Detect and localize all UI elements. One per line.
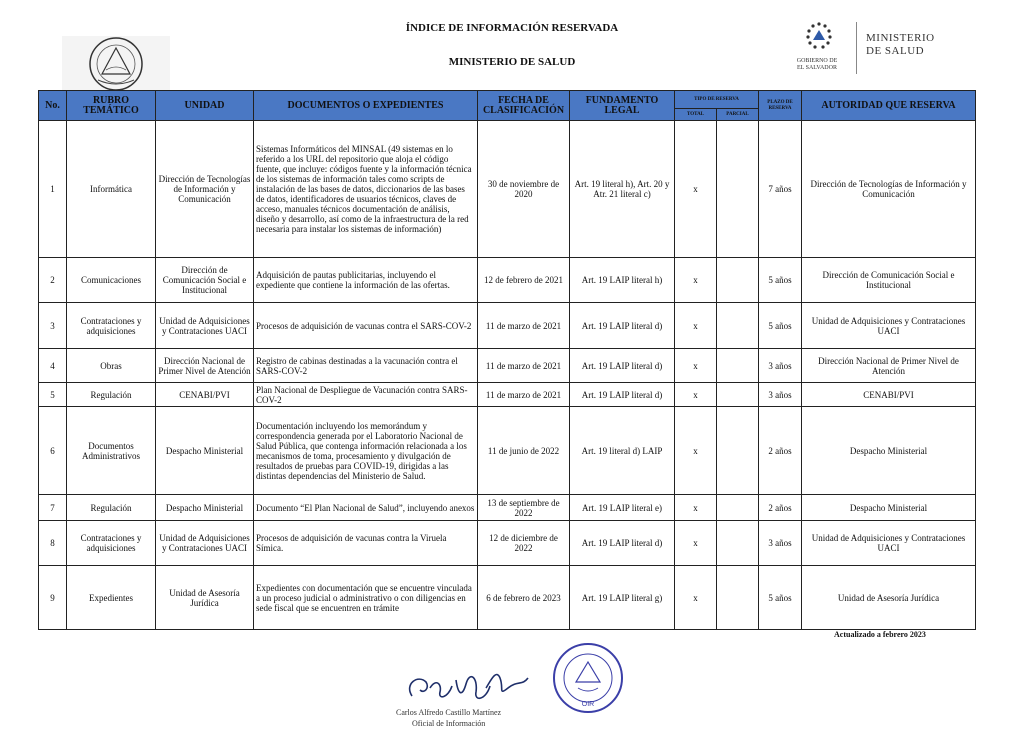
table-row: [39, 121, 976, 258]
cell-total: x: [675, 495, 717, 521]
cell-fecha: 11 de marzo de 2021: [478, 303, 570, 349]
cell-rubro: Comunicaciones: [67, 258, 156, 303]
table-row: [39, 383, 976, 407]
cell-rubro: Regulación: [67, 495, 156, 521]
cell-rubro: Contrataciones y adquisiciones: [67, 521, 156, 566]
cell-unidad: CENABI/PVI: [156, 383, 254, 407]
cell-parcial: [717, 407, 759, 495]
updated-note: Actualizado a febrero 2023: [834, 630, 926, 639]
cell-fundamento: Art. 19 LAIP literal d): [570, 383, 675, 407]
reserved-info-table: [38, 90, 976, 630]
cell-fecha: 12 de diciembre de 2022: [478, 521, 570, 566]
document-subtitle: MINISTERIO DE SALUD: [448, 56, 576, 68]
cell-rubro: Documentos Administrativos: [67, 407, 156, 495]
cell-no: 2: [39, 258, 67, 303]
cell-no: 7: [39, 495, 67, 521]
cell-total: x: [675, 383, 717, 407]
cell-autoridad: Despacho Ministerial: [802, 407, 976, 495]
cell-no: 8: [39, 521, 67, 566]
cell-parcial: [717, 566, 759, 630]
cell-fecha: 11 de marzo de 2021: [478, 383, 570, 407]
cell-autoridad: Unidad de Adquisiciones y Contrataciones UACI: [802, 521, 976, 566]
table-row: [39, 521, 976, 566]
ministry-line-2: DE SALUD: [866, 45, 925, 57]
cell-parcial: [717, 495, 759, 521]
official-stamp: [552, 642, 624, 714]
gov-line-2: EL SALVADOR: [797, 65, 837, 71]
cell-no: 3: [39, 303, 67, 349]
cell-plazo: 3 años: [759, 349, 802, 383]
cell-no: 4: [39, 349, 67, 383]
cell-fundamento: Art. 19 LAIP literal d): [570, 303, 675, 349]
header-documentos: DOCUMENTOS O EXPEDIENTES: [254, 91, 478, 121]
cell-autoridad: Despacho Ministerial: [802, 495, 976, 521]
table-row: [39, 258, 976, 303]
header-no: No.: [39, 91, 67, 121]
cell-unidad: Despacho Ministerial: [156, 495, 254, 521]
cell-fundamento: Art. 19 LAIP literal e): [570, 495, 675, 521]
cell-fundamento: Art. 19 literal d) LAIP: [570, 407, 675, 495]
cell-documento: Adquisición de pautas publicitarias, incluyendo el expediente que contiene la información de las ofertas.: [254, 258, 478, 303]
signer-name: Carlos Alfredo Castillo Martínez: [396, 708, 502, 717]
cell-documento: Plan Nacional de Despliegue de Vacunación contra SARS-COV-2: [254, 383, 478, 407]
cell-parcial: [717, 303, 759, 349]
cell-autoridad: Dirección de Tecnologías de Información y Comunicación: [802, 121, 976, 258]
cell-rubro: Regulación: [67, 383, 156, 407]
header-rubro: RUBRO TEMÁTICO: [67, 91, 156, 121]
table-row: [39, 407, 976, 495]
cell-parcial: [717, 121, 759, 258]
cell-total: x: [675, 258, 717, 303]
cell-plazo: 5 años: [759, 566, 802, 630]
ministry-logo: [786, 18, 976, 76]
header-parcial: PARCIAL: [717, 109, 759, 121]
cell-no: 6: [39, 407, 67, 495]
cell-fundamento: Art. 19 literal h), Art. 20 y Atr. 21 literal c): [570, 121, 675, 258]
cell-documento: Expedientes con documentación que se encuentre vinculada a un proceso judicial o administrativo o con diligencias en sede fiscal que se encuentren en trámite: [254, 566, 478, 630]
header-fecha: FECHA DE CLASIFICACIÓN: [478, 91, 570, 121]
cell-unidad: Unidad de Adquisiciones y Contrataciones UACI: [156, 521, 254, 566]
government-seal-icon: [786, 18, 852, 58]
cell-autoridad: Unidad de Adquisiciones y Contrataciones UACI: [802, 303, 976, 349]
cell-total: x: [675, 521, 717, 566]
cell-unidad: Dirección de Comunicación Social e Institucional: [156, 258, 254, 303]
cell-parcial: [717, 258, 759, 303]
header-total: TOTAL: [675, 109, 717, 121]
header-fundamento: FUNDAMENTO LEGAL: [570, 91, 675, 121]
cell-no: 1: [39, 121, 67, 258]
cell-unidad: Dirección de Tecnologías de Información y Comunicación: [156, 121, 254, 258]
cell-total: x: [675, 566, 717, 630]
table-row: [39, 349, 976, 383]
header-tipo: TIPO DE RESERVA: [675, 91, 759, 109]
table-row: [39, 566, 976, 630]
cell-fundamento: Art. 19 LAIP literal d): [570, 521, 675, 566]
cell-rubro: Contrataciones y adquisiciones: [67, 303, 156, 349]
cell-documento: Documentación incluyendo los memorándum y correspondencia generada por el Laboratorio Nacional de Salud Pública, que contenga información relacionada a los mecanismos de toma, procesamiento y divulgación de resultados de pruebas para COVID-19, dirigidas a las distintas dependencias del Ministerio de Salud.: [254, 407, 478, 495]
el-salvador-seal-logo: [62, 36, 170, 92]
cell-total: x: [675, 407, 717, 495]
cell-documento: Documento “El Plan Nacional de Salud”, incluyendo anexos: [254, 495, 478, 521]
cell-unidad: Despacho Ministerial: [156, 407, 254, 495]
cell-unidad: Unidad de Asesoría Jurídica: [156, 566, 254, 630]
stamp-text: OIR: [581, 701, 595, 708]
cell-rubro: Informática: [67, 121, 156, 258]
cell-autoridad: Dirección de Comunicación Social e Institucional: [802, 258, 976, 303]
cell-plazo: 2 años: [759, 495, 802, 521]
header-unidad: UNIDAD: [156, 91, 254, 121]
cell-fecha: 11 de marzo de 2021: [478, 349, 570, 383]
cell-fecha: 12 de febrero de 2021: [478, 258, 570, 303]
cell-autoridad: CENABI/PVI: [802, 383, 976, 407]
cell-plazo: 5 años: [759, 258, 802, 303]
handwritten-signature: [360, 650, 560, 710]
cell-fecha: 11 de junio de 2022: [478, 407, 570, 495]
logo-divider: [856, 22, 857, 74]
cell-fundamento: Art. 19 LAIP literal d): [570, 349, 675, 383]
cell-documento: Procesos de adquisición de vacunas contra el SARS-COV-2: [254, 303, 478, 349]
cell-plazo: 3 años: [759, 521, 802, 566]
cell-parcial: [717, 521, 759, 566]
cell-plazo: 7 años: [759, 121, 802, 258]
table-row: [39, 303, 976, 349]
cell-total: x: [675, 303, 717, 349]
cell-fecha: 13 de septiembre de 2022: [478, 495, 570, 521]
cell-total: x: [675, 349, 717, 383]
header-autoridad: AUTORIDAD QUE RESERVA: [802, 91, 976, 121]
cell-parcial: [717, 349, 759, 383]
cell-fecha: 30 de noviembre de 2020: [478, 121, 570, 258]
signer-role: Oficial de Información: [412, 719, 486, 728]
cell-rubro: Expedientes: [67, 566, 156, 630]
cell-unidad: Dirección Nacional de Primer Nivel de Atención: [156, 349, 254, 383]
header-plazo: PLAZO DE RESERVA: [759, 91, 802, 121]
cell-unidad: Unidad de Adquisiciones y Contrataciones UACI: [156, 303, 254, 349]
ministry-line-1: MINISTERIO: [866, 32, 935, 44]
cell-plazo: 5 años: [759, 303, 802, 349]
cell-no: 5: [39, 383, 67, 407]
cell-no: 9: [39, 566, 67, 630]
cell-autoridad: Dirección Nacional de Primer Nivel de Atención: [802, 349, 976, 383]
table-row: [39, 495, 976, 521]
gov-line-1: GOBIERNO DE: [796, 58, 838, 64]
cell-documento: Registro de cabinas destinadas a la vacunación contra el SARS-COV-2: [254, 349, 478, 383]
cell-rubro: Obras: [67, 349, 156, 383]
cell-fundamento: Art. 19 LAIP literal g): [570, 566, 675, 630]
cell-documento: Sistemas Informáticos del MINSAL (49 sistemas en lo referido a los URL del repositorio que aloja el código fuente, que incluye: códigos fuente y la información técnica de los sistemas de información tales como scripts de instalación de las bases de datos, diccionarios de las bases de datos, identificadores de usuarios técnicos, claves de acceso, manuales técnicos documentación de análisis, diseño y desarrollo, así como de la infraestructura de la red necesaria para instalar los sistemas de información): [254, 121, 478, 258]
cell-documento: Procesos de adquisición de vacunas contra la Viruela Símica.: [254, 521, 478, 566]
cell-autoridad: Unidad de Asesoría Jurídica: [802, 566, 976, 630]
document-title: ÍNDICE DE INFORMACIÓN RESERVADA: [405, 22, 619, 34]
cell-fecha: 6 de febrero de 2023: [478, 566, 570, 630]
cell-parcial: [717, 383, 759, 407]
cell-plazo: 3 años: [759, 383, 802, 407]
cell-total: x: [675, 121, 717, 258]
cell-plazo: 2 años: [759, 407, 802, 495]
cell-fundamento: Art. 19 LAIP literal h): [570, 258, 675, 303]
